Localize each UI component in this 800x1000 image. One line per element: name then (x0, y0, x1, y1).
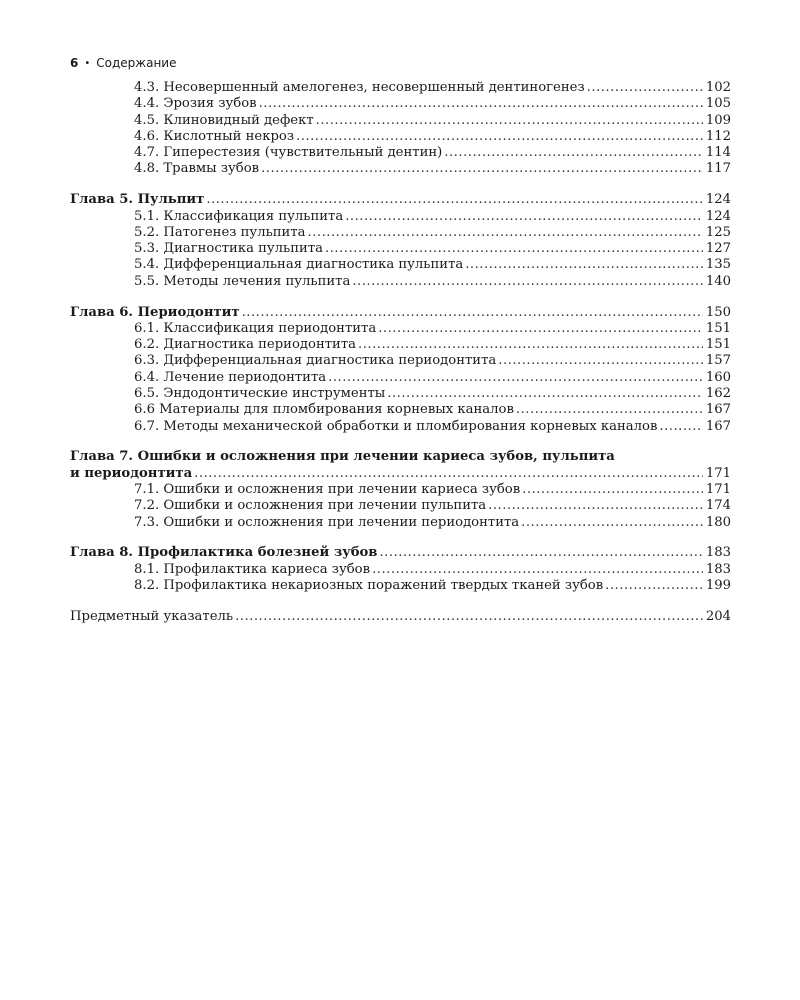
dot-leader (465, 257, 703, 273)
dot-leader (387, 386, 703, 402)
toc-entry-page: 140 (705, 273, 731, 289)
dot-leader (488, 498, 703, 514)
toc-entry-page: 183 (705, 561, 731, 577)
toc-entry-label: 6.3. Дифференциальная диагностика периодонтита (134, 353, 497, 369)
toc-entry-page: 151 (705, 320, 731, 336)
toc-entry-label: 5.1. Классификация пульпита (134, 208, 344, 224)
toc-entry-label: 7.3. Ошибки и осложнения при лечении периодонтита (134, 514, 520, 530)
toc-entry-label: 6.4. Лечение периодонтита (134, 369, 327, 385)
dot-leader (328, 370, 703, 386)
toc-entry-page: 199 (705, 578, 731, 594)
toc-entry-label: 5.4. Дифференциальная диагностика пульпита (134, 257, 464, 273)
chapter-title: Глава 8. Профилактика болезней зубов (70, 545, 378, 561)
section-spacer (70, 290, 731, 305)
toc-entry-page: 112 (705, 128, 731, 144)
dot-leader (378, 321, 703, 337)
toc-entry-page: 109 (705, 112, 731, 128)
toc-entry-label: Предметный указатель (70, 608, 234, 624)
toc-entry-5-2[interactable] (70, 225, 731, 241)
toc-entry-label: 5.3. Диагностика пульпита (134, 241, 323, 257)
toc-entry-index[interactable] (70, 609, 731, 625)
toc-entry-label: 7.2. Ошибки и осложнения при лечении пульпита (134, 498, 487, 514)
toc-entry-label: 4.6. Кислотный некроз (134, 128, 295, 144)
toc-entry-label: 6.7. Методы механической обработки и пломбирования корневых каналов (134, 418, 658, 434)
dot-leader (206, 192, 702, 208)
toc-entry-8-1[interactable] (70, 562, 731, 578)
toc-entry-label: 7.1. Ошибки и осложнения при лечении кариеса зубов (134, 482, 521, 498)
dot-leader (242, 305, 703, 321)
dot-leader (605, 578, 703, 594)
toc-entry-page: 174 (705, 498, 731, 514)
chapter-title: Глава 5. Пульпит (70, 192, 205, 208)
toc-entry-5-4[interactable] (70, 257, 731, 273)
toc-entry-page: 151 (705, 337, 731, 353)
toc-entry-4-4[interactable] (70, 96, 731, 112)
toc-entry-page: 114 (705, 145, 731, 161)
running-header (70, 54, 176, 72)
toc-entry-6-5[interactable] (70, 386, 731, 402)
toc-entry-page: 105 (705, 96, 731, 112)
section-spacer (70, 594, 731, 609)
dot-leader (379, 545, 702, 561)
chapter-title: Глава 6. Периодонтит (70, 304, 240, 320)
toc-entry-5-1[interactable] (70, 209, 731, 225)
toc-entry-4-5[interactable] (70, 113, 731, 129)
toc-entry-page: 124 (705, 208, 731, 224)
dot-leader (194, 466, 703, 482)
dot-leader (444, 145, 703, 161)
toc-entry-page: 135 (705, 257, 731, 273)
toc-entry-6-7[interactable] (70, 419, 731, 435)
toc-entry-page: 167 (705, 402, 731, 418)
toc-entry-4-7[interactable] (70, 145, 731, 161)
toc-entry-4-8[interactable] (70, 161, 731, 177)
dot-leader (235, 609, 703, 625)
toc-entry-label: 4.8. Травмы зубов (134, 161, 260, 177)
section-spacer (70, 178, 731, 193)
dot-leader (587, 80, 703, 96)
toc-entry-page: 162 (705, 386, 731, 402)
toc-entry-label: 4.5. Клиновидный дефект (134, 112, 314, 128)
toc-entry-label: 6.2. Диагностика периодонтита (134, 337, 356, 353)
toc-entry-5-5[interactable] (70, 274, 731, 290)
toc-entry-label: 5.5. Методы лечения пульпита (134, 273, 351, 289)
toc-entry-page: 117 (705, 161, 731, 177)
toc-entry-page: 171 (705, 465, 731, 481)
dot-leader (521, 515, 703, 531)
header-separator: • (84, 57, 91, 69)
toc-entry-label: 4.4. Эрозия зубов (134, 96, 257, 112)
section-spacer (70, 435, 731, 450)
toc-entry-8-2[interactable] (70, 578, 731, 594)
toc-entry-6-4[interactable] (70, 370, 731, 386)
dot-leader (352, 274, 702, 290)
dot-leader (325, 241, 703, 257)
toc-chapter-6[interactable] (70, 305, 731, 321)
toc-chapter-7[interactable] (70, 466, 731, 482)
dot-leader (516, 402, 703, 418)
toc-entry-page: 102 (705, 80, 731, 95)
toc-entry-page: 160 (705, 369, 731, 385)
toc-chapter-5[interactable] (70, 192, 731, 208)
dot-leader (296, 129, 703, 145)
dot-leader (358, 337, 703, 353)
dot-leader (372, 562, 703, 578)
toc-entry-page: 150 (705, 304, 731, 320)
toc-entry-page: 124 (705, 192, 731, 208)
toc-entry-page: 171 (705, 482, 731, 498)
toc-entry-page: 183 (705, 545, 731, 561)
table-of-contents (70, 80, 731, 625)
dot-leader (316, 113, 703, 129)
toc-entry-6-2[interactable] (70, 337, 731, 353)
toc-entry-label: 6.6 Материалы для пломбирования корневых каналов (134, 402, 514, 418)
chapter-7-title-line-1[interactable]: Глава 7. Ошибки и осложнения при лечении кариеса зубов, пульпита (70, 449, 615, 465)
toc-entry-7-1[interactable] (70, 482, 731, 498)
toc-entry-label: 6.1. Классификация периодонтита (134, 320, 377, 336)
header-section-title: Содержание (96, 56, 177, 70)
toc-entry-label: 8.1. Профилактика кариеса зубов (134, 561, 371, 577)
toc-entry-4-3[interactable] (70, 80, 731, 96)
toc-entry-label: 8.2. Профилактика некариозных поражений твердых тканей зубов (134, 578, 604, 594)
toc-entry-label: 4.3. Несовершенный амелогенез, несовершенный дентиногенез (134, 80, 585, 95)
section-spacer (70, 531, 731, 546)
toc-entry-7-2[interactable] (70, 498, 731, 514)
toc-entry-page: 167 (705, 418, 731, 434)
toc-entry-label: 6.5. Эндодонтические инструменты (134, 386, 386, 402)
dot-leader (498, 353, 703, 369)
toc-chapter-8[interactable] (70, 545, 731, 561)
dot-leader (308, 225, 703, 241)
toc-entry-7-3[interactable] (70, 515, 731, 531)
toc-entry-page: 180 (705, 514, 731, 530)
page-number: 6 (70, 56, 79, 70)
toc-entry-6-3[interactable] (70, 353, 731, 369)
toc-entry-6-1[interactable] (70, 321, 731, 337)
dot-leader (345, 209, 703, 225)
toc-entry-label: 5.2. Патогенез пульпита (134, 224, 306, 240)
toc-entry-page: 127 (705, 241, 731, 257)
toc-entry-label: 4.7. Гиперестезия (чувствительный дентин) (134, 145, 443, 161)
chapter-title: и периодонтита (70, 465, 193, 481)
dot-leader (522, 482, 703, 498)
dot-leader (259, 96, 703, 112)
toc-entry-page: 125 (705, 224, 731, 240)
toc-entry-6-6[interactable] (70, 402, 731, 418)
dot-leader (261, 161, 703, 177)
toc-entry-page: 157 (705, 353, 731, 369)
toc-entry-5-3[interactable] (70, 241, 731, 257)
dot-leader (659, 419, 702, 435)
toc-entry-page: 204 (705, 608, 731, 624)
toc-entry-4-6[interactable] (70, 129, 731, 145)
